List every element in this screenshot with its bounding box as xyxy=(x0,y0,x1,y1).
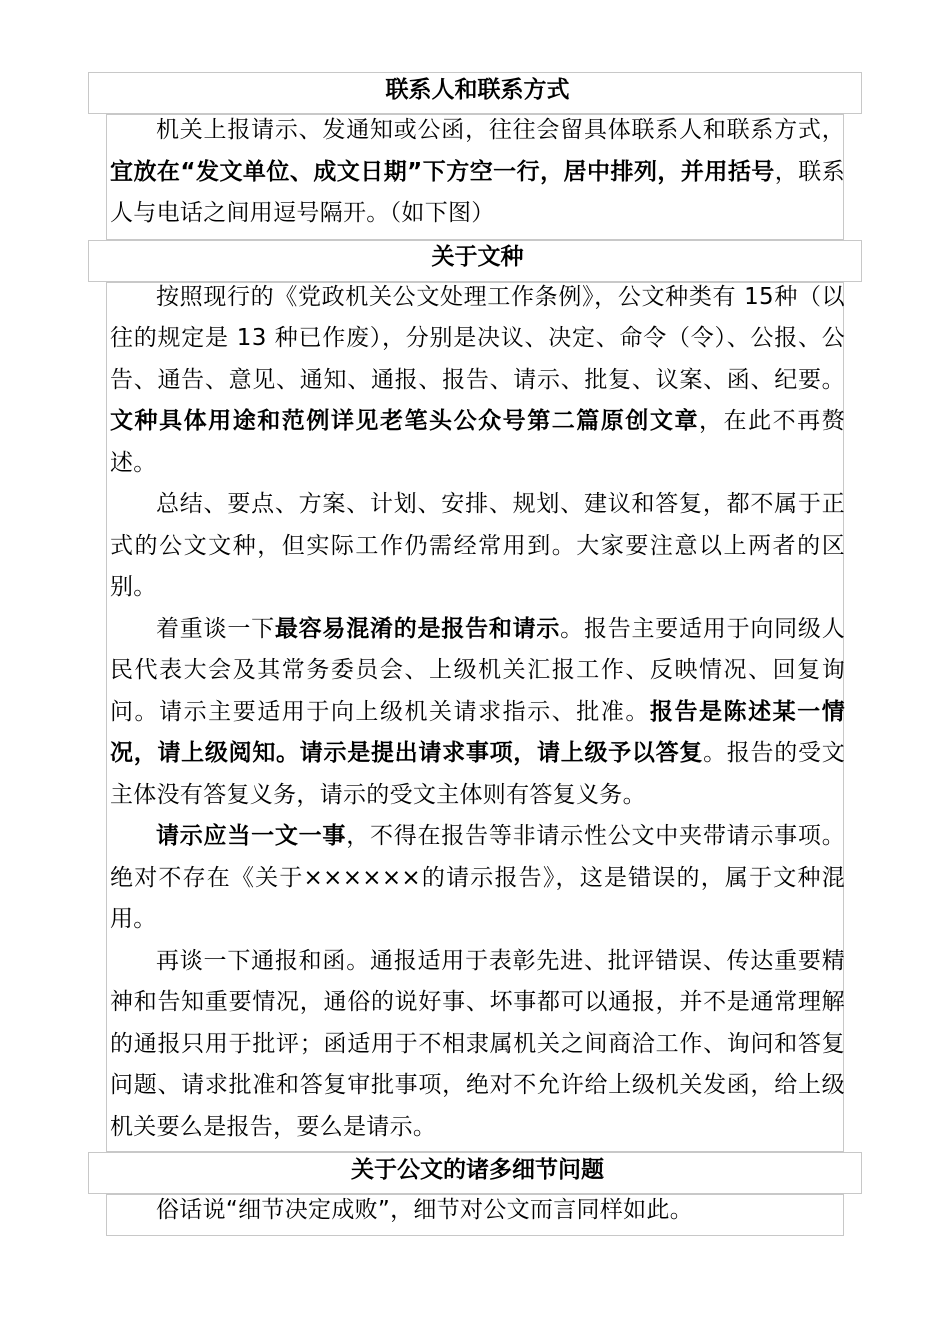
paragraph-text: 按照现行的《党政机关公文处理工作条例》，公文种类有 15种（以往的规定是 13 种已作废），分别是决议、决定、命令（令）、公报、公告、通告、意见、通知、通报、报告、请示、批复、议案、函、纪要。 xyxy=(110,283,845,393)
paragraph-text: ，不得在报告等非请示性公文中夹带请示事项。绝对不存在《关于××××××的请示报告》，这是错误的，属于文种混用。 xyxy=(110,823,845,932)
paragraph-text: 。报告的受文主体没有答复义务，请示的受文主体则有答复义务。 xyxy=(110,740,845,808)
body-paragraph xyxy=(110,1190,845,1232)
body-paragraph xyxy=(110,609,845,817)
body-paragraph xyxy=(110,277,845,485)
paragraph-text: 总结、要点、方案、计划、安排、规划、建议和答复，都不属于正式的公文文种，但实际工作仍需经常用到。大家要注意以上两者的区别。 xyxy=(110,491,845,600)
section-heading: 联系人和联系方式 xyxy=(385,77,570,103)
emphasis-text: 宜放在“发文单位、成文日期”下方空一行，居中排列，并用括号 xyxy=(110,158,775,185)
body-paragraph xyxy=(110,484,845,609)
paragraph-text: ，联系人与电话之间用逗号隔开。（如下图） xyxy=(110,158,845,226)
paragraph-text: ，在此不再赘述。 xyxy=(110,408,845,476)
emphasis-text: 报告是陈述某一情况，请上级阅知。请示是提出请求事项，请上级予以答复 xyxy=(110,698,845,766)
paragraph-text: 机关上报请示、发通知或公函，往往会留具体联系人和联系方式， xyxy=(156,117,845,143)
paragraph-text: 。报告主要适用于向同级人民代表大会及其常务委员会、上级机关汇报工作、反映情况、回复询问。请示主要适用于向上级机关请求指示、批准。 xyxy=(110,615,845,725)
paragraph-text: 着重谈一下 xyxy=(156,615,275,642)
section-heading: 关于公文的诸多细节问题 xyxy=(351,1157,604,1183)
body-paragraph xyxy=(110,816,845,941)
body-paragraph xyxy=(110,110,845,235)
paragraph-text: 俗话说“细节决定成败”，细节对公文而言同样如此。 xyxy=(156,1197,694,1223)
body-paragraph xyxy=(110,941,845,1149)
document-body xyxy=(110,70,845,1232)
section-heading: 关于文种 xyxy=(431,243,524,270)
paragraph-text: 再谈一下通报和函。通报适用于表彰先进、批评错误、传达重要精神和告知重要情况，通俗的说好事、坏事都可以通报，并不是通常理解的通报只用于批评；函适用于不相隶属机关之间商洽工作、询问和答复问题、请求批准和答复审批事项，绝对不允许给上级机关发函，给上级机关要么是报告，要么是请示。 xyxy=(110,947,845,1140)
emphasis-text: 最容易混淆的是报告和请示 xyxy=(274,615,561,642)
emphasis-text: 请示应当一文一事 xyxy=(156,823,347,849)
emphasis-text: 文种具体用途和范例详见老笔头公众号第二篇原创文章 xyxy=(110,408,699,434)
